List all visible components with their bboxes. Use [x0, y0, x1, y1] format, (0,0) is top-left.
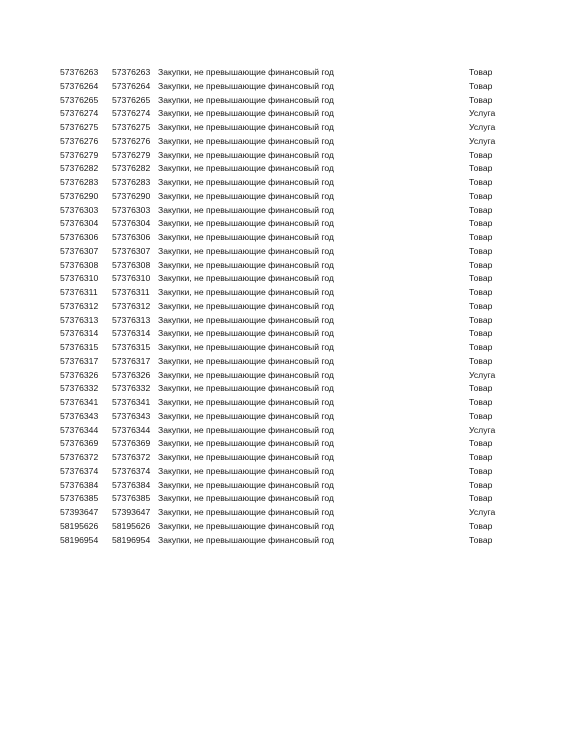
row-code-cell: 58195626: [112, 520, 151, 531]
row-description-cell: Закупки, не превышающие финансовый год: [158, 424, 334, 435]
row-description-cell: Закупки, не превышающие финансовый год: [158, 328, 334, 339]
row-type-cell: Товар: [469, 300, 493, 311]
row-description-cell: Закупки, не превышающие финансовый год: [158, 355, 334, 366]
table-row: [0, 479, 580, 493]
row-id-cell: 58196954: [60, 534, 99, 545]
row-description-cell: Закупки, не превышающие финансовый год: [158, 232, 334, 242]
row-id-cell: 57376374: [60, 465, 99, 476]
row-id-cell: 57376274: [60, 108, 99, 119]
row-code-cell: 57376307: [112, 245, 151, 256]
row-description-cell: Закупки, не превышающие финансовый год: [158, 190, 334, 201]
row-code-cell: 57376317: [112, 355, 151, 366]
table-row: [0, 327, 580, 341]
row-code-cell: 57376314: [112, 328, 151, 339]
row-type-cell: Товар: [469, 190, 493, 201]
table-row: [0, 149, 580, 163]
table-row: [0, 424, 580, 438]
row-id-cell: 57376265: [60, 94, 99, 105]
row-description-cell: Закупки, не превышающие финансовый год: [158, 67, 334, 77]
row-type-cell: Товар: [469, 493, 493, 504]
table-row: [0, 162, 580, 176]
row-code-cell: 57376306: [112, 232, 151, 242]
row-description-cell: Закупки, не превышающие финансовый год: [158, 534, 334, 545]
row-id-cell: 57376384: [60, 479, 99, 490]
row-description-cell: Закупки, не превышающие финансовый год: [158, 122, 334, 132]
row-code-cell: 57376264: [112, 80, 151, 91]
row-id-cell: 57376313: [60, 314, 99, 325]
row-id-cell: 57393647: [60, 507, 99, 517]
row-description-cell: Закупки, не превышающие финансовый год: [158, 149, 334, 160]
row-code-cell: 57376315: [112, 342, 151, 352]
row-id-cell: 57376304: [60, 218, 99, 229]
row-type-cell: Товар: [469, 94, 493, 105]
row-code-cell: 57376369: [112, 438, 151, 449]
row-code-cell: 57376344: [112, 424, 151, 435]
table-row: [0, 231, 580, 245]
table-row: [0, 217, 580, 231]
row-description-cell: Закупки, не превышающие финансовый год: [158, 507, 334, 517]
row-id-cell: 57376311: [60, 287, 98, 297]
row-id-cell: 57376344: [60, 424, 99, 435]
row-type-cell: Товар: [469, 452, 493, 462]
row-type-cell: Товар: [469, 245, 493, 256]
row-id-cell: 57376315: [60, 342, 99, 352]
row-id-cell: 57376310: [60, 273, 99, 284]
row-type-cell: Товар: [469, 204, 493, 215]
row-type-cell: Товар: [469, 534, 493, 545]
row-id-cell: 57376307: [60, 245, 99, 256]
row-id-cell: 57376372: [60, 452, 99, 462]
table-row: [0, 80, 580, 94]
row-id-cell: 57376306: [60, 232, 99, 242]
row-type-cell: Товар: [469, 410, 493, 421]
row-code-cell: 57376332: [112, 383, 151, 394]
row-type-cell: Товар: [469, 314, 493, 325]
row-type-cell: Товар: [469, 287, 493, 297]
row-code-cell: 57376303: [112, 204, 151, 215]
row-type-cell: Товар: [469, 328, 493, 339]
row-type-cell: Товар: [469, 465, 493, 476]
row-type-cell: Товар: [469, 232, 493, 242]
table-row: [0, 94, 580, 108]
table-row: [0, 465, 580, 479]
row-description-cell: Закупки, не превышающие финансовый год: [158, 465, 334, 476]
row-description-cell: Закупки, не превышающие финансовый год: [158, 452, 334, 462]
table-row: [0, 135, 580, 149]
table-row: [0, 534, 580, 548]
row-type-cell: Услуга: [469, 135, 496, 146]
row-type-cell: Товар: [469, 342, 493, 352]
table-row: [0, 437, 580, 451]
row-code-cell: 57376372: [112, 452, 151, 462]
row-description-cell: Закупки, не превышающие финансовый год: [158, 410, 334, 421]
row-type-cell: Товар: [469, 80, 493, 91]
row-code-cell: 57376308: [112, 259, 151, 270]
row-id-cell: 57376369: [60, 438, 99, 449]
table-row: [0, 382, 580, 396]
row-id-cell: 57376332: [60, 383, 99, 394]
row-type-cell: Товар: [469, 520, 493, 531]
row-id-cell: 57376263: [60, 67, 99, 77]
table-row: [0, 259, 580, 273]
row-id-cell: 57376341: [60, 397, 99, 407]
table-row: [0, 355, 580, 369]
row-type-cell: Товар: [469, 67, 493, 77]
row-type-cell: Услуга: [469, 108, 496, 119]
table-row: [0, 272, 580, 286]
row-code-cell: 57376276: [112, 135, 151, 146]
row-type-cell: Товар: [469, 438, 493, 449]
table-row: [0, 396, 580, 410]
row-description-cell: Закупки, не превышающие финансовый год: [158, 438, 334, 449]
table-row: [0, 341, 580, 355]
row-type-cell: Товар: [469, 177, 493, 187]
row-type-cell: Товар: [469, 479, 493, 490]
row-code-cell: 57376326: [112, 369, 151, 380]
table-row: [0, 410, 580, 424]
row-description-cell: Закупки, не превышающие финансовый год: [158, 218, 334, 229]
table-row: [0, 176, 580, 190]
row-id-cell: 57376314: [60, 328, 99, 339]
row-code-cell: 57376275: [112, 122, 151, 132]
row-type-cell: Товар: [469, 149, 493, 160]
row-code-cell: 57376312: [112, 300, 151, 311]
row-type-cell: Товар: [469, 218, 493, 229]
row-id-cell: 57376326: [60, 369, 99, 380]
table-row: [0, 300, 580, 314]
row-description-cell: Закупки, не превышающие финансовый год: [158, 94, 334, 105]
row-description-cell: Закупки, не превышающие финансовый год: [158, 80, 334, 91]
data-table: [0, 66, 580, 547]
row-code-cell: 57376343: [112, 410, 151, 421]
row-code-cell: 57376311: [112, 287, 150, 297]
row-description-cell: Закупки, не превышающие финансовый год: [158, 245, 334, 256]
row-code-cell: 57376341: [112, 397, 151, 407]
table-row: [0, 66, 580, 80]
row-code-cell: 57376310: [112, 273, 151, 284]
table-row: [0, 520, 580, 534]
row-description-cell: Закупки, не превышающие финансовый год: [158, 259, 334, 270]
row-code-cell: 57376290: [112, 190, 151, 201]
row-type-cell: Услуга: [469, 507, 496, 517]
table-row: [0, 204, 580, 218]
row-type-cell: Товар: [469, 259, 493, 270]
row-description-cell: Закупки, не превышающие финансовый год: [158, 204, 334, 215]
row-id-cell: 58195626: [60, 520, 99, 531]
row-id-cell: 57376303: [60, 204, 99, 215]
row-id-cell: 57376264: [60, 80, 99, 91]
row-id-cell: 57376276: [60, 135, 99, 146]
table-row: [0, 107, 580, 121]
row-code-cell: 57376274: [112, 108, 151, 119]
table-row: [0, 314, 580, 328]
row-description-cell: Закупки, не превышающие финансовый год: [158, 397, 334, 407]
table-row: [0, 190, 580, 204]
row-id-cell: 57376279: [60, 149, 99, 160]
row-description-cell: Закупки, не превышающие финансовый год: [158, 520, 334, 531]
row-code-cell: 57376313: [112, 314, 151, 325]
row-code-cell: 58196954: [112, 534, 151, 545]
row-code-cell: 57376265: [112, 94, 151, 105]
table-row: [0, 121, 580, 135]
row-type-cell: Товар: [469, 383, 493, 394]
row-type-cell: Товар: [469, 397, 493, 407]
row-id-cell: 57376317: [60, 355, 99, 366]
table-row: [0, 451, 580, 465]
row-id-cell: 57376282: [60, 163, 99, 174]
table-row: [0, 369, 580, 383]
row-type-cell: Услуга: [469, 369, 496, 380]
row-type-cell: Товар: [469, 273, 493, 284]
row-description-cell: Закупки, не превышающие финансовый год: [158, 342, 334, 352]
row-code-cell: 57376304: [112, 218, 151, 229]
row-type-cell: Товар: [469, 355, 493, 366]
row-id-cell: 57376283: [60, 177, 99, 187]
row-id-cell: 57376308: [60, 259, 99, 270]
row-description-cell: Закупки, не превышающие финансовый год: [158, 287, 334, 297]
row-id-cell: 57376312: [60, 300, 99, 311]
row-code-cell: 57376263: [112, 67, 151, 77]
row-description-cell: Закупки, не превышающие финансовый год: [158, 383, 334, 394]
table-row: [0, 245, 580, 259]
row-type-cell: Услуга: [469, 122, 496, 132]
row-code-cell: 57376282: [112, 163, 151, 174]
row-code-cell: 57376283: [112, 177, 151, 187]
row-code-cell: 57376374: [112, 465, 151, 476]
row-description-cell: Закупки, не превышающие финансовый год: [158, 273, 334, 284]
row-type-cell: Товар: [469, 163, 493, 174]
row-description-cell: Закупки, не превышающие финансовый год: [158, 135, 334, 146]
row-id-cell: 57376275: [60, 122, 99, 132]
table-row: [0, 492, 580, 506]
row-description-cell: Закупки, не превышающие финансовый год: [158, 493, 334, 504]
row-description-cell: Закупки, не превышающие финансовый год: [158, 108, 334, 119]
row-type-cell: Услуга: [469, 424, 496, 435]
row-id-cell: 57376290: [60, 190, 99, 201]
row-id-cell: 57376385: [60, 493, 99, 504]
row-description-cell: Закупки, не превышающие финансовый год: [158, 479, 334, 490]
row-description-cell: Закупки, не превышающие финансовый год: [158, 300, 334, 311]
table-row: [0, 506, 580, 520]
row-description-cell: Закупки, не превышающие финансовый год: [158, 177, 334, 187]
row-id-cell: 57376343: [60, 410, 99, 421]
table-row: [0, 286, 580, 300]
row-description-cell: Закупки, не превышающие финансовый год: [158, 163, 334, 174]
row-code-cell: 57393647: [112, 507, 151, 517]
row-code-cell: 57376384: [112, 479, 151, 490]
row-code-cell: 57376279: [112, 149, 151, 160]
row-code-cell: 57376385: [112, 493, 151, 504]
row-description-cell: Закупки, не превышающие финансовый год: [158, 314, 334, 325]
row-description-cell: Закупки, не превышающие финансовый год: [158, 369, 334, 380]
